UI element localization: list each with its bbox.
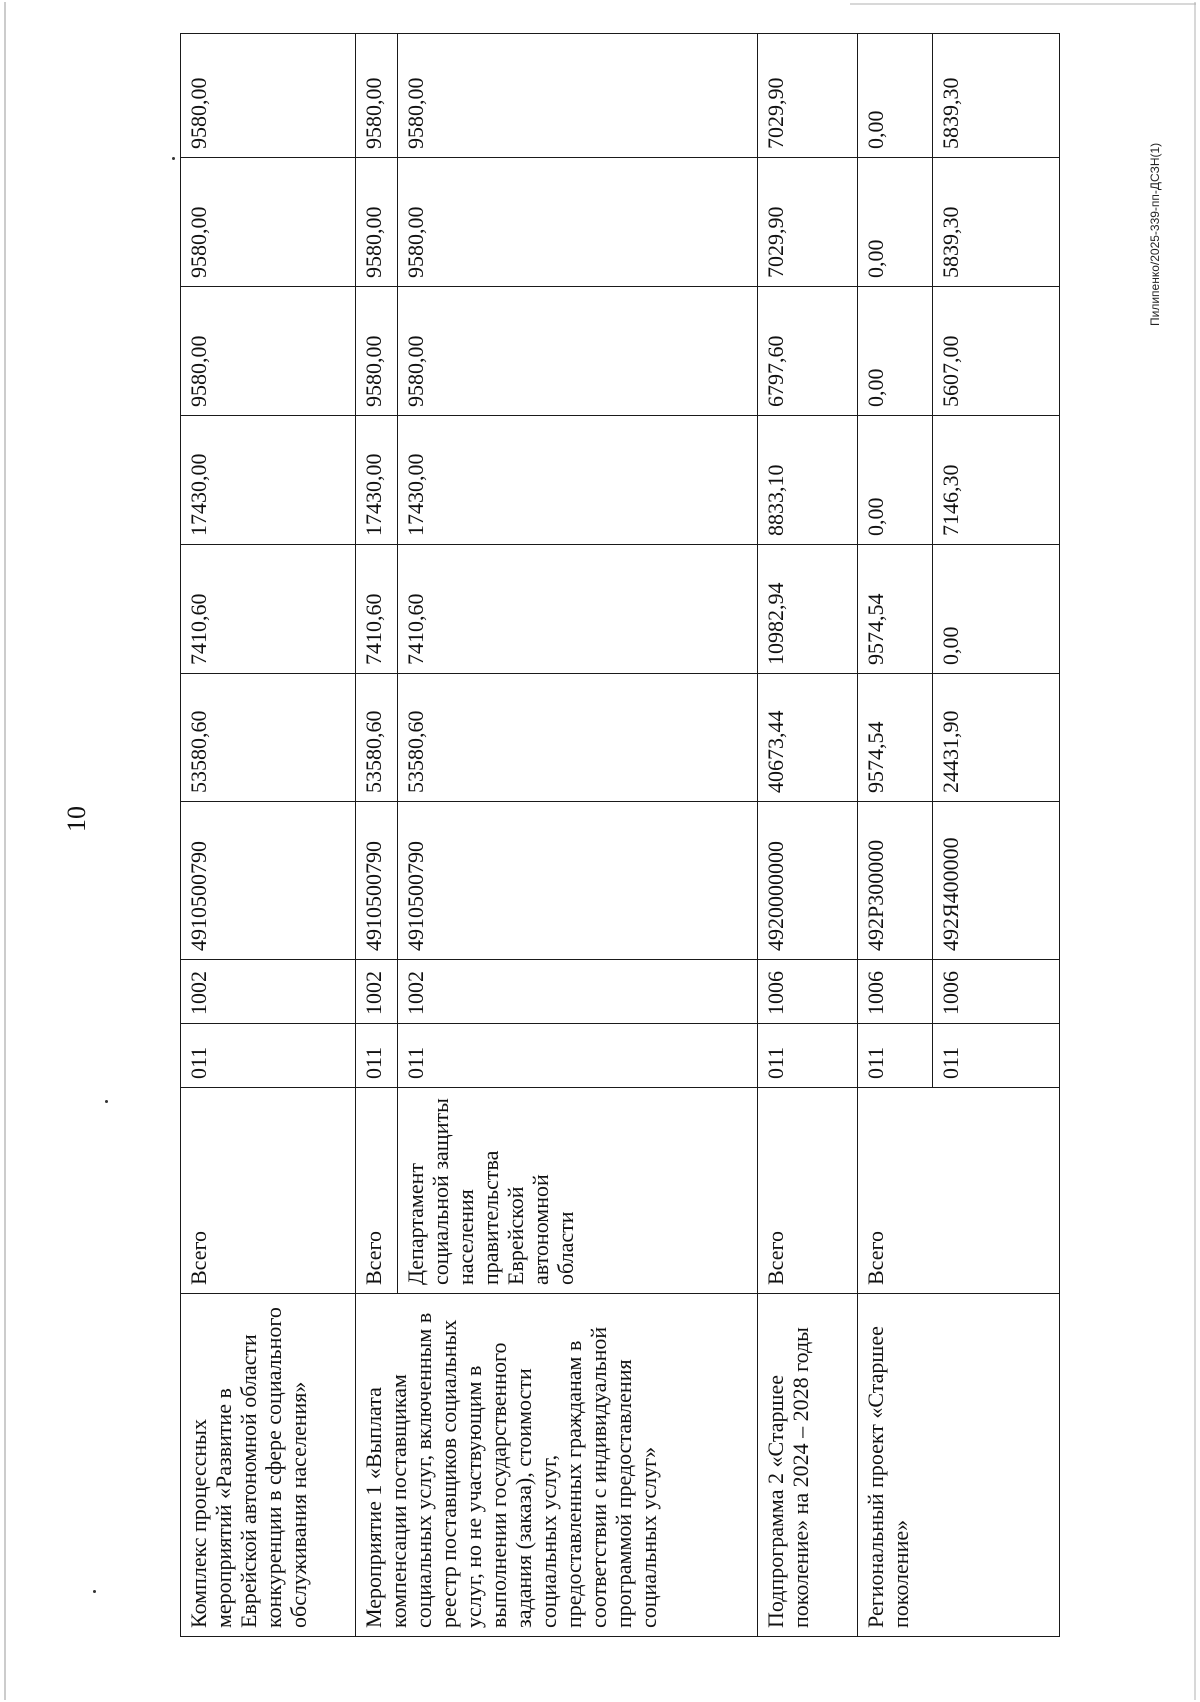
- row-name-cell: Подпрограмма 2 «Старшее поколение» на 2024 – 2028 годы: [758, 1294, 858, 1637]
- table-row: [356, 34, 398, 1637]
- amount-year-cell: 7146,30: [933, 416, 1060, 545]
- grbs-code-cell: 011: [356, 1024, 398, 1088]
- amount-year-cell: 0,00: [858, 287, 933, 416]
- amount-year-cell: 9580,00: [356, 34, 398, 158]
- amount-year-cell: 9580,00: [398, 287, 758, 416]
- scan-speck: [172, 157, 175, 160]
- rotated-table-wrapper: [180, 34, 1059, 1637]
- page-number: 10: [62, 806, 91, 832]
- budget-table: [180, 33, 1060, 1637]
- amount-total-cell: 53580,60: [181, 674, 356, 802]
- target-article-cell: 492Р300000: [858, 802, 933, 960]
- table-row: [181, 34, 356, 1637]
- amount-year-cell: 9580,00: [181, 34, 356, 158]
- section-code-cell: 1006: [933, 960, 1060, 1024]
- grbs-code-cell: 011: [933, 1024, 1060, 1088]
- target-article-cell: 4920000000: [758, 802, 858, 960]
- amount-year-cell: 17430,00: [356, 416, 398, 545]
- executor-cell: Департамент социальной защиты населения правительства Еврейской автономной области: [398, 1088, 758, 1294]
- scan-speck: [93, 1590, 96, 1593]
- amount-year-cell: 9580,00: [398, 158, 758, 287]
- amount-year-cell: 0,00: [858, 34, 933, 158]
- grbs-code-cell: 011: [758, 1024, 858, 1088]
- scan-speck: [105, 1100, 108, 1103]
- amount-year-cell: 7029,90: [758, 158, 858, 287]
- amount-year-cell: 9574,54: [858, 545, 933, 674]
- amount-year-cell: 6797,60: [758, 287, 858, 416]
- executor-cell: Всего: [858, 1088, 1060, 1294]
- row-name-cell: Мероприятие 1 «Выплата компенсации поставщикам социальных услуг, включенным в реестр поставщиков социальных услуг, но не участвующим в выполнении государственного задания (заказа), стоимости социальных услуг, предоставленных гражданам в соответствии с индивидуальной программой предоставления социальных услуг»: [356, 1294, 758, 1637]
- amount-total-cell: 40673,44: [758, 674, 858, 802]
- amount-total-cell: 53580,60: [398, 674, 758, 802]
- target-article-cell: 4910500790: [398, 802, 758, 960]
- section-code-cell: 1002: [398, 960, 758, 1024]
- amount-year-cell: 5839,30: [933, 34, 1060, 158]
- executor-cell: Всего: [758, 1088, 858, 1294]
- executor-cell: Всего: [356, 1088, 398, 1294]
- document-id: Пилипенко/2025-339-пп-ДСЗН(1): [1148, 142, 1162, 326]
- row-name-cell: Региональный проект «Старшее поколение»: [858, 1294, 1060, 1637]
- amount-year-cell: 7410,60: [356, 545, 398, 674]
- target-article-cell: 492Я400000: [933, 802, 1060, 960]
- amount-year-cell: 7410,60: [398, 545, 758, 674]
- amount-year-cell: 5839,30: [933, 158, 1060, 287]
- section-code-cell: 1006: [858, 960, 933, 1024]
- amount-year-cell: 9580,00: [181, 287, 356, 416]
- amount-year-cell: 9580,00: [356, 287, 398, 416]
- amount-total-cell: 53580,60: [356, 674, 398, 802]
- amount-year-cell: 0,00: [858, 416, 933, 545]
- section-code-cell: 1006: [758, 960, 858, 1024]
- amount-year-cell: 7410,60: [181, 545, 356, 674]
- section-code-cell: 1002: [181, 960, 356, 1024]
- amount-year-cell: 0,00: [933, 545, 1060, 674]
- grbs-code-cell: 011: [858, 1024, 933, 1088]
- amount-year-cell: 9580,00: [398, 34, 758, 158]
- amount-year-cell: 9580,00: [356, 158, 398, 287]
- amount-year-cell: 17430,00: [398, 416, 758, 545]
- grbs-code-cell: 011: [398, 1024, 758, 1088]
- amount-year-cell: 7029,90: [758, 34, 858, 158]
- target-article-cell: 4910500790: [181, 802, 356, 960]
- amount-year-cell: 8833,10: [758, 416, 858, 545]
- amount-year-cell: 5607,00: [933, 287, 1060, 416]
- target-article-cell: 4910500790: [356, 802, 398, 960]
- grbs-code-cell: 011: [181, 1024, 356, 1088]
- executor-cell: Всего: [181, 1088, 356, 1294]
- section-code-cell: 1002: [356, 960, 398, 1024]
- row-name-cell: Комплекс процессных мероприятий «Развитие в Еврейской автономной области конкуренции в сфере социального обслуживания населения»: [181, 1294, 356, 1637]
- amount-year-cell: 10982,94: [758, 545, 858, 674]
- amount-year-cell: 9580,00: [181, 158, 356, 287]
- table-row: [758, 34, 858, 1637]
- amount-total-cell: 24431,90: [933, 674, 1060, 802]
- amount-year-cell: 0,00: [858, 158, 933, 287]
- amount-year-cell: 17430,00: [181, 416, 356, 545]
- table-row: [858, 34, 933, 1637]
- amount-total-cell: 9574,54: [858, 674, 933, 802]
